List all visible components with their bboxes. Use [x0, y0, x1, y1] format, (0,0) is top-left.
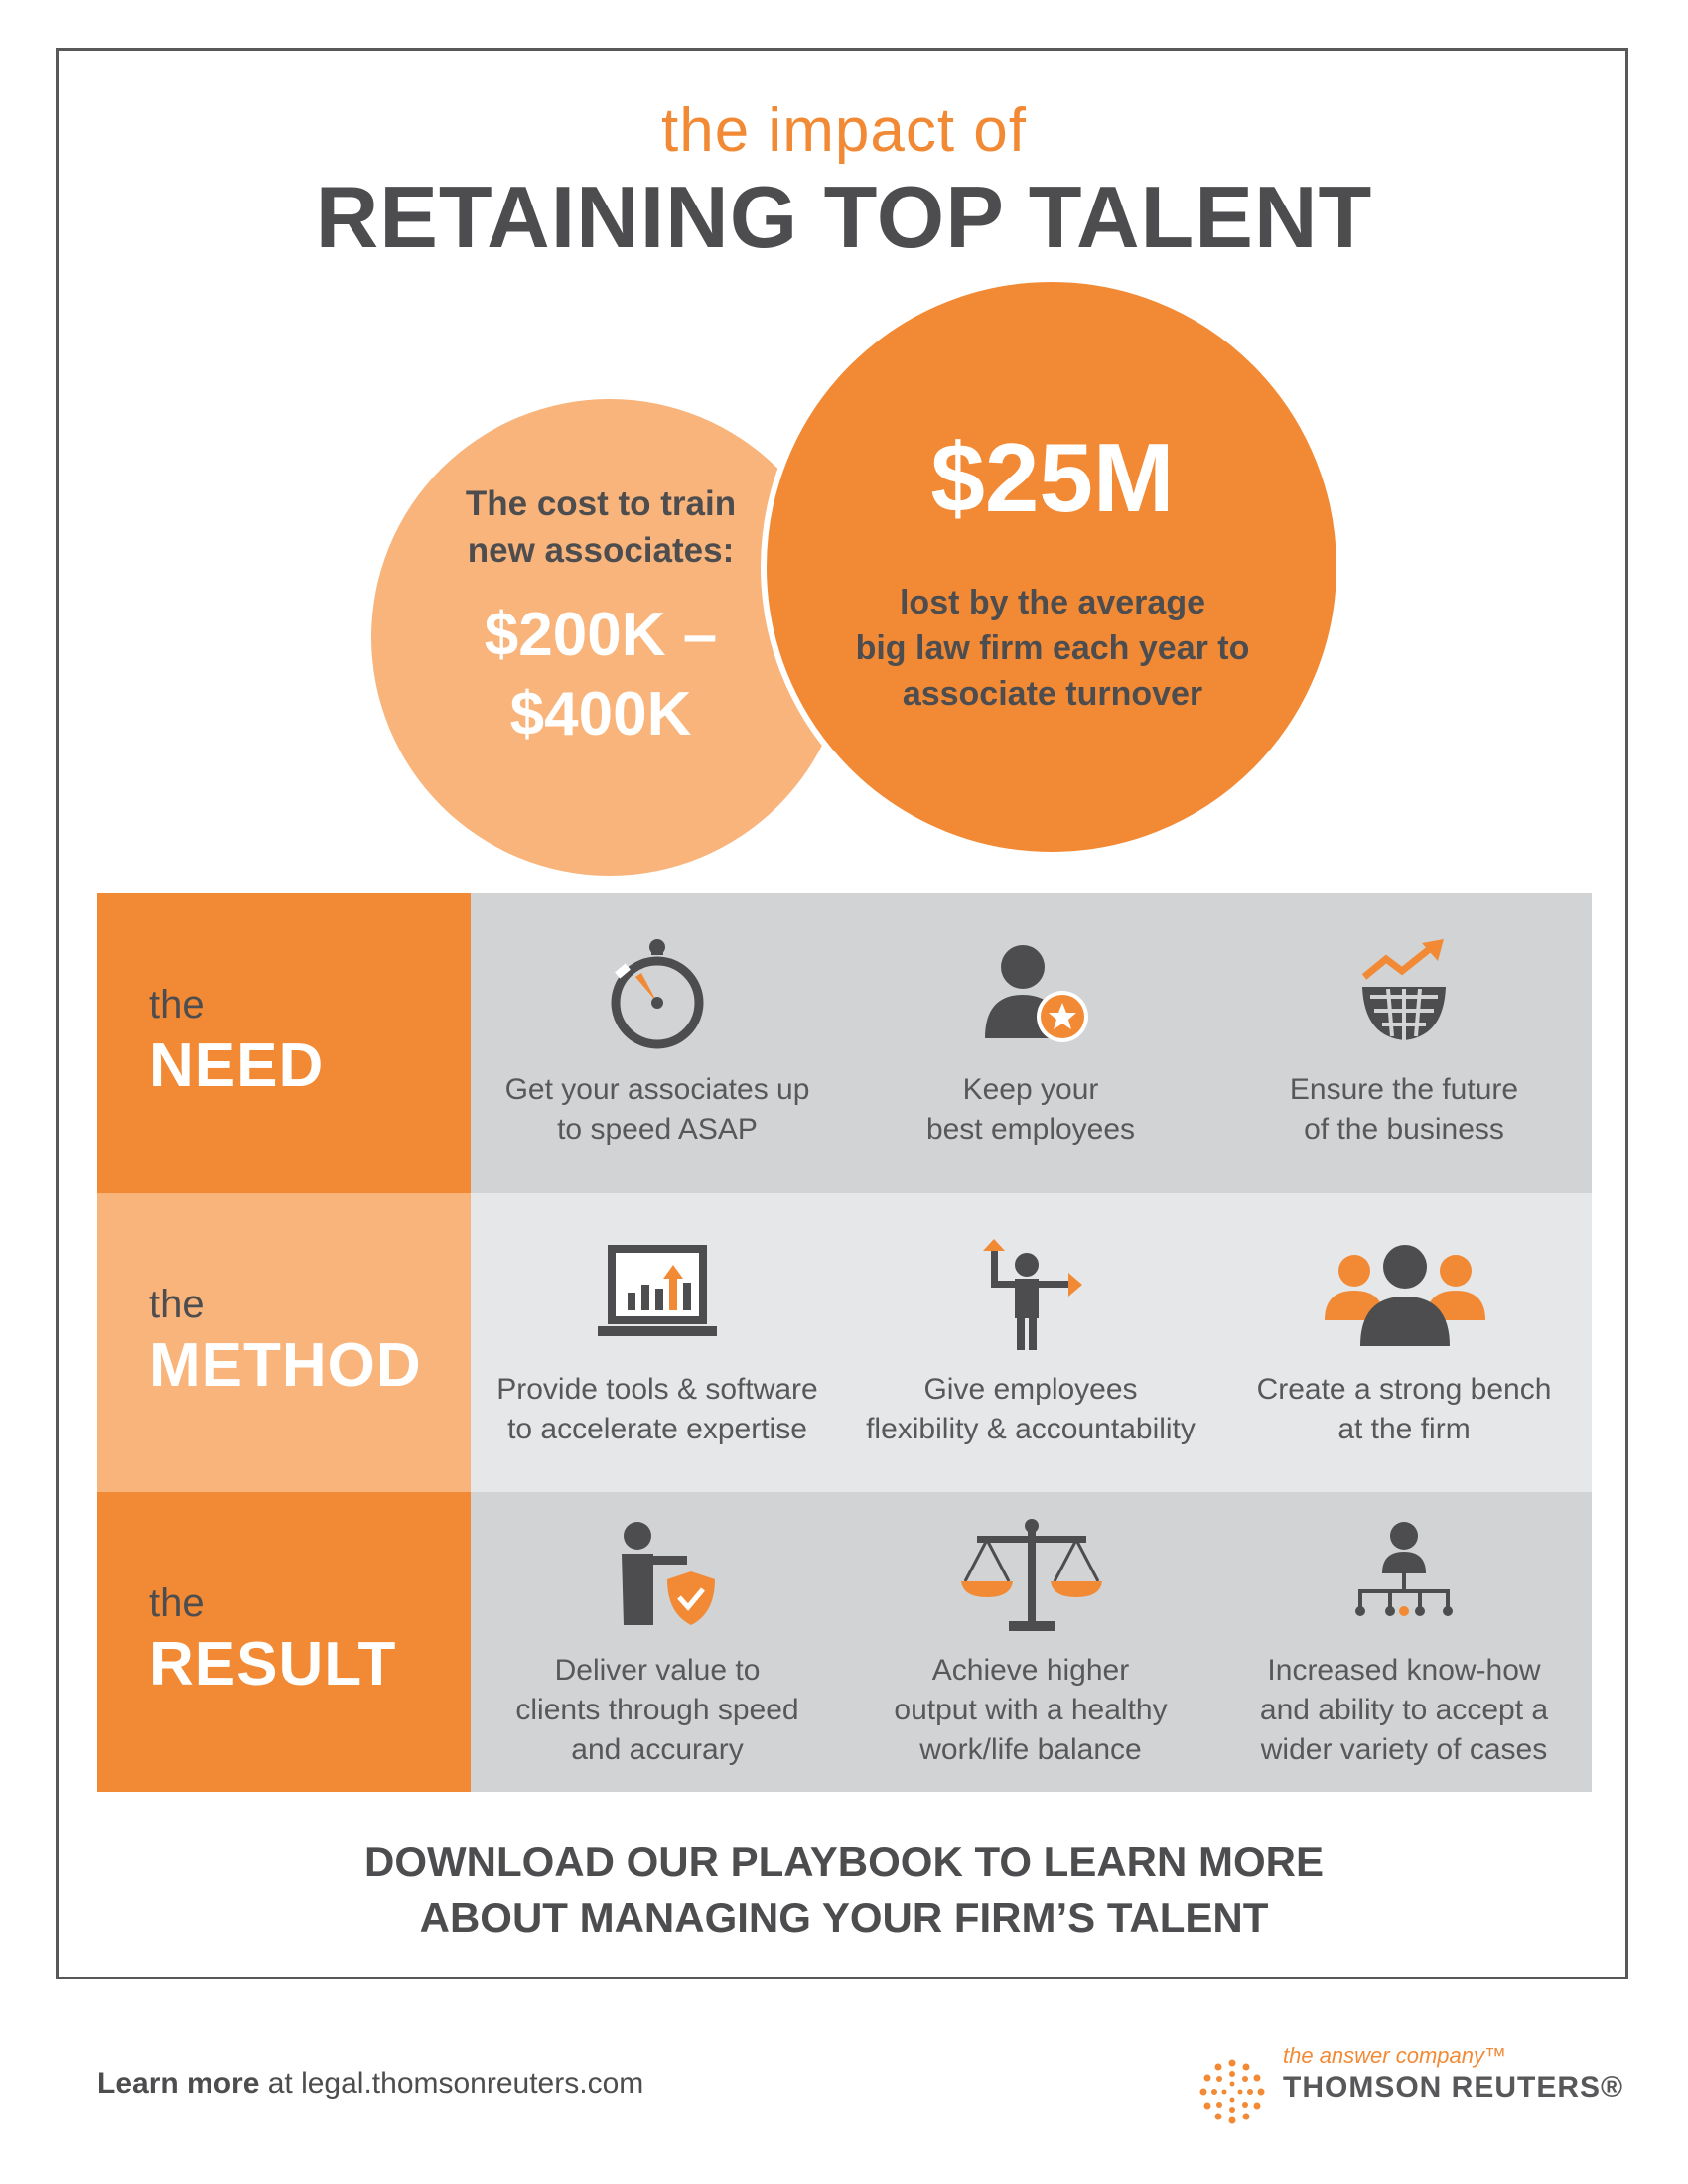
- method-item-bench-text: [1227, 1370, 1581, 1449]
- method-cells: [471, 1193, 1592, 1493]
- person-shield-icon: [598, 1518, 717, 1637]
- cost-caption: The cost to train new associates:: [465, 484, 737, 570]
- need-item-future: [1217, 893, 1591, 1193]
- loss-caption-line1: lost by the average: [899, 584, 1205, 621]
- scales-icon: [957, 1518, 1106, 1637]
- learn-more-url: at legal.thomsonreuters.com: [259, 2067, 644, 2100]
- text-line: to accelerate expertise: [507, 1413, 807, 1445]
- method-row: [97, 1193, 1592, 1493]
- globe-growth-icon: [1344, 937, 1464, 1056]
- text-line: and ability to accept a: [1259, 1694, 1549, 1726]
- text-line: flexibility & accountability: [866, 1413, 1196, 1445]
- result-item-knowhow-text: [1227, 1651, 1581, 1770]
- result-item-balance: [844, 1492, 1217, 1792]
- text-line: output with a healthy: [894, 1694, 1168, 1726]
- header-title: RETAINING TOP TALENT: [315, 168, 1373, 266]
- text-line: at the firm: [1337, 1413, 1471, 1445]
- cta-line1: DOWNLOAD OUR PLAYBOOK TO LEARN MORE: [363, 1839, 1325, 1885]
- text-line: Get your associates up: [504, 1073, 810, 1106]
- result-item-value-text: [481, 1651, 834, 1770]
- text-line: work/life balance: [919, 1733, 1142, 1766]
- text-line: best employees: [925, 1113, 1136, 1146]
- method-item-bench: [1217, 1193, 1591, 1493]
- text-line: Ensure the future: [1289, 1073, 1519, 1106]
- cost-value-line1: $200K –: [484, 601, 718, 669]
- text-line: clients through speed: [515, 1694, 799, 1726]
- text-line: Keep your: [962, 1073, 1099, 1106]
- result-item-knowhow: [1217, 1492, 1591, 1792]
- text-line: Increased know-how: [1267, 1654, 1541, 1687]
- need-item-employees-text: [854, 1070, 1207, 1150]
- result-item-balance-text: [854, 1651, 1207, 1770]
- need-item-employees: [844, 893, 1217, 1193]
- logo-brand-name: THOMSON REUTERS®: [1283, 2071, 1624, 2104]
- learn-more-link[interactable]: [97, 2067, 643, 2101]
- text-line: and accurary: [571, 1733, 744, 1766]
- need-word: NEED: [149, 1031, 325, 1100]
- logo-tagline: the answer company™: [1283, 2043, 1506, 2068]
- stopwatch-icon: [598, 937, 717, 1056]
- method-item-flexibility: [844, 1193, 1217, 1493]
- laptop-chart-icon: [598, 1237, 717, 1356]
- text-line: Create a strong bench: [1256, 1373, 1552, 1406]
- need-row: [97, 893, 1592, 1193]
- loss-circle: [761, 276, 1342, 858]
- method-item-flexibility-text: [854, 1370, 1207, 1449]
- result-prefix: the: [149, 1581, 205, 1625]
- header-subtitle: the impact of: [661, 96, 1027, 165]
- text-line: Give employees: [923, 1373, 1138, 1406]
- method-prefix: the: [149, 1283, 205, 1326]
- cost-value-line2: $400K: [509, 680, 692, 749]
- employee-star-icon: [971, 937, 1090, 1056]
- need-item-speed: [471, 893, 844, 1193]
- text-line: to speed ASAP: [557, 1113, 758, 1146]
- result-label: [97, 1492, 471, 1792]
- text-line: Provide tools & software: [496, 1373, 818, 1406]
- text-line: Deliver value to: [554, 1654, 761, 1687]
- loss-caption: [824, 580, 1281, 717]
- need-label: [97, 893, 471, 1193]
- method-word: METHOD: [149, 1331, 422, 1400]
- loss-caption-line2: big law firm each year to: [855, 629, 1250, 667]
- need-item-speed-text: [481, 1070, 834, 1150]
- text-line: of the business: [1304, 1113, 1504, 1146]
- need-item-future-text: [1227, 1070, 1581, 1150]
- result-row: [97, 1492, 1592, 1792]
- text-line: Achieve higher: [931, 1654, 1130, 1687]
- org-chart-icon: [1344, 1518, 1464, 1637]
- cta-line2: ABOUT MANAGING YOUR FIRM’S TALENT: [419, 1894, 1269, 1941]
- need-prefix: the: [149, 983, 205, 1026]
- result-cells: [471, 1492, 1592, 1792]
- thomson-reuters-logo-icon: [1197, 2057, 1267, 2126]
- download-playbook-cta[interactable]: [0, 1835, 1688, 1946]
- person-arrows-icon: [971, 1237, 1090, 1356]
- need-cells: [471, 893, 1592, 1193]
- method-label: [97, 1193, 471, 1493]
- method-item-tools-text: [481, 1370, 834, 1449]
- team-icon: [1321, 1237, 1489, 1356]
- text-line: wider variety of cases: [1260, 1733, 1548, 1766]
- learn-more-bold: Learn more: [97, 2067, 260, 2100]
- loss-caption-line3: associate turnover: [902, 675, 1203, 713]
- result-item-value: [471, 1492, 844, 1792]
- result-word: RESULT: [149, 1630, 397, 1699]
- method-item-tools: [471, 1193, 844, 1493]
- loss-value: $25M: [930, 423, 1175, 532]
- cost-value: [427, 596, 774, 754]
